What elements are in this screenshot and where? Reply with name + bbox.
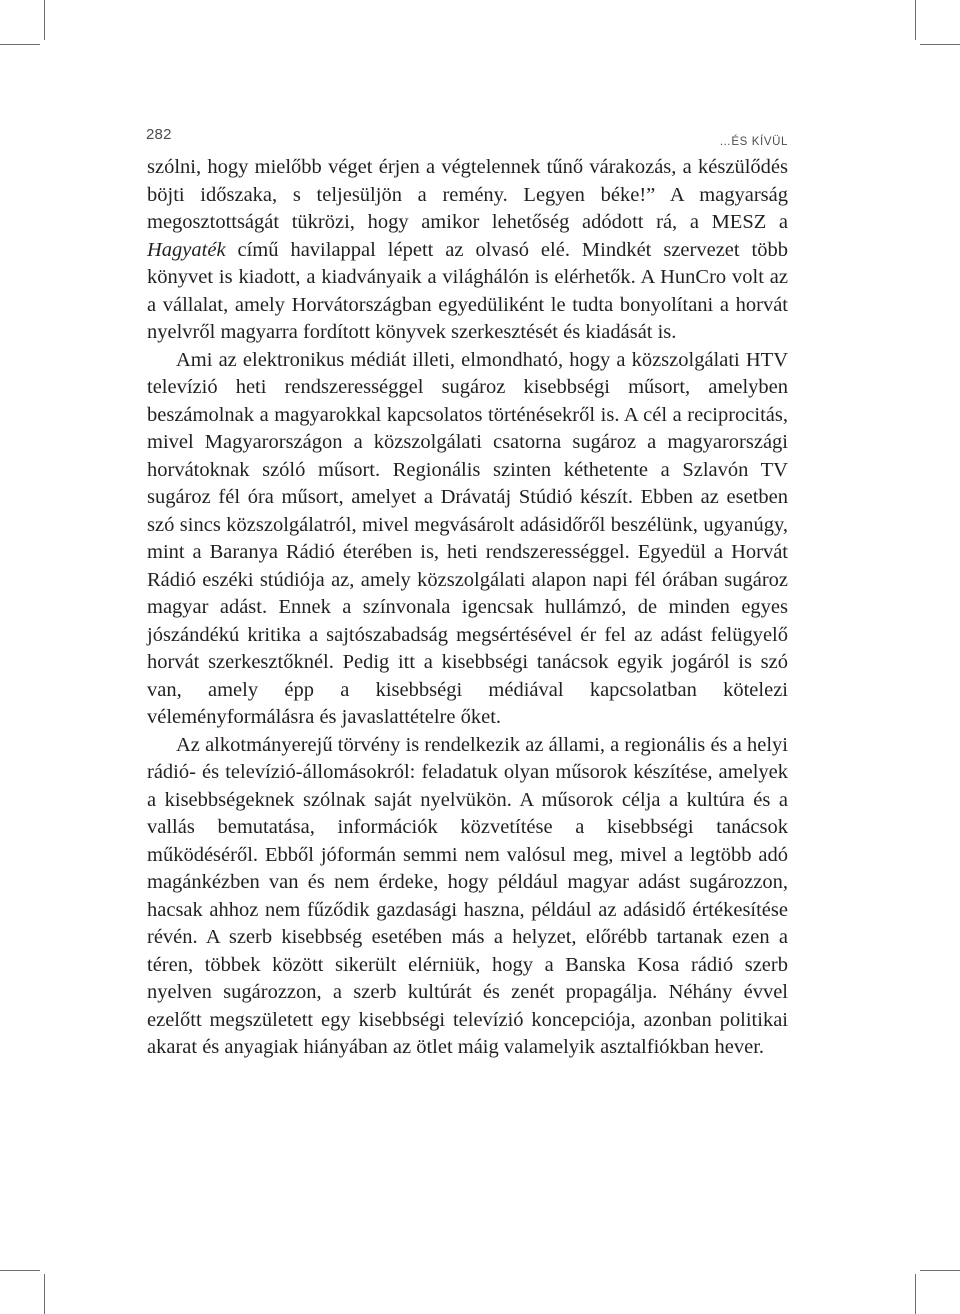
crop-mark-bottom-left-h	[0, 1270, 40, 1271]
running-head: …ÉS KÍVÜL	[719, 136, 788, 148]
crop-mark-bottom-right-h	[920, 1270, 960, 1271]
paragraph-1-text-b: című havilappal lépett az olvasó elé. Mindkét szervezet több könyvet is kiadott, a kiadványaik a világhálón is elérhetők. A HunCro volt az a vállalat, amely Horvátországban egyedüliként le tudta bonyolítani a horvát nyelvről magyarra fordított könyvek szerkesztését és kiadását is.	[147, 238, 788, 343]
crop-mark-top-right-h	[920, 44, 960, 45]
paragraph-1-text-a: szólni, hogy mielőbb véget érjen a végtelennek tűnő várakozás, a készülődés böjti időszaka, s teljesüljön a remény. Legyen béke!” A magyarság megosztottságát tükrözi, hogy amikor lehetőség adódott rá, a MESZ a	[147, 156, 788, 233]
crop-mark-top-right-v	[915, 0, 916, 40]
crop-mark-top-left-v	[44, 0, 45, 40]
body-text	[147, 154, 788, 1062]
crop-mark-top-left-h	[0, 44, 40, 45]
page-number: 282	[146, 126, 172, 143]
paragraph-1	[147, 154, 788, 347]
crop-mark-bottom-right-v	[915, 1274, 916, 1314]
paragraph-1-italic-title: Hagyaték	[147, 238, 226, 261]
paragraph-2: Ami az elektronikus médiát illeti, elmondható, hogy a közszolgálati HTV televízió heti rendszerességgel sugároz kisebbségi műsort, amelyben beszámolnak a magyarokkal kapcsolatos történésekről is. A cél a reciprocitás, mivel Magyarországon a közszolgálati csatorna sugároz a magyarországi horvátoknak szóló műsort. Regionális szinten kéthetente a Szlavón TV sugároz fél óra műsort, amelyet a Drávatáj Stúdió készít. Ebben az esetben szó sincs közszolgálatról, mivel megvásárolt adásidőről beszélünk, ugyanúgy, mint a Baranya Rádió éterében is, heti rendszerességgel. Egyedül a Horvát Rádió eszéki stúdiója az, amely közszolgálati alapon napi fél órában sugároz magyar adást. Ennek a színvonala igencsak hullámzó, de minden egyes jószándékú kritika a sajtószabadság megsértésével ér fel az adást felügyelő horvát szerkesztőknél. Pedig itt a kisebbségi tanácsok egyik jogáról is szó van, amely épp a kisebbségi médiával kapcsolatban kötelezi véleményformálásra és javaslattételre őket.	[147, 348, 788, 728]
paragraph-3: Az alkotmányerejű törvény is rendelkezik az állami, a regionális és a helyi rádió- és televízió-állomásokról: feladatuk olyan műsorok készítése, amelyek a kisebbségeknek szólnak saját nyelvükön. A műsorok célja a kultúra és a vallás bemutatása, információk közvetítése a kisebbségi tanácsok működéséről. Ebből jóformán semmi nem valósul meg, mivel a legtöbb adó magánkézben van és nem érdeke, hogy például magyar adást sugározzon, hacsak ahhoz nem fűződik gazdasági haszna, például az adásidő értékesítése révén. A szerb kisebbség esetében más a helyzet, előrébb tartanak ezen a téren, többek között sikerült elérniük, hogy a Banska Kosa rádió szerb nyelven sugározzon, a szerb kultúrát és zenét propagálja. Néhány évvel ezelőtt megszületett egy kisebbségi televízió koncepciója, azonban politikai akarat és anyagiak hiányában az ötlet máig valamelyik asztalfiókban hever.	[147, 733, 788, 1058]
crop-mark-bottom-left-v	[44, 1274, 45, 1314]
